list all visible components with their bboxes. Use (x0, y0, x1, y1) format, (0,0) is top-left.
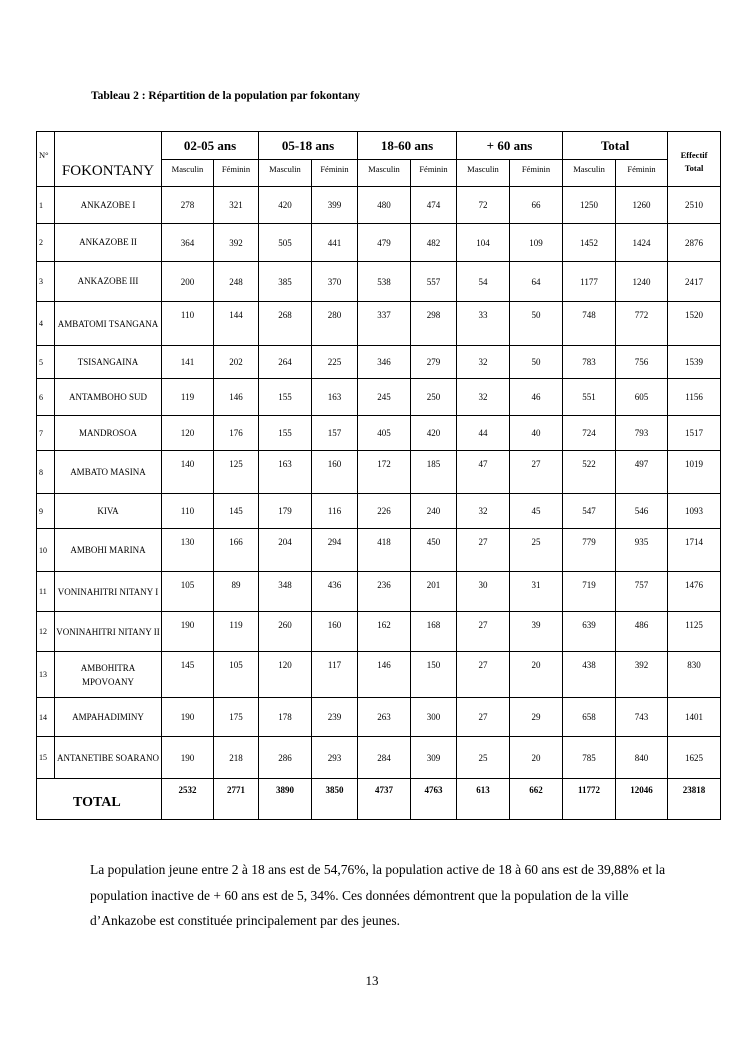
header-effectif-line1: Effectif (680, 150, 708, 160)
value-cell: 1539 (668, 346, 721, 379)
value-cell: 110 (162, 302, 214, 346)
value-cell: 337 (358, 302, 411, 346)
value-cell: 1250 (563, 187, 616, 224)
fokontany-name: AMBOHI MARINA (55, 529, 162, 572)
header-masculin: Masculin (563, 160, 616, 187)
row-number: 15 (37, 737, 55, 779)
value-cell: 783 (563, 346, 616, 379)
value-cell: 105 (162, 572, 214, 612)
row-number: 13 (37, 652, 55, 698)
value-cell: 185 (411, 451, 457, 494)
value-cell: 639 (563, 612, 616, 652)
value-cell: 482 (411, 224, 457, 262)
total-row (37, 779, 721, 820)
table-row (37, 224, 721, 262)
value-cell: 392 (214, 224, 259, 262)
table-row (37, 379, 721, 416)
header-group-18-60: 18-60 ans (358, 132, 457, 160)
header-group-02-05: 02-05 ans (162, 132, 259, 160)
value-cell: 163 (312, 379, 358, 416)
value-cell: 32 (457, 379, 510, 416)
value-cell: 31 (510, 572, 563, 612)
value-cell: 105 (214, 652, 259, 698)
value-cell: 190 (162, 612, 214, 652)
value-cell: 264 (259, 346, 312, 379)
header-feminin: Féminin (312, 160, 358, 187)
row-number: 9 (37, 494, 55, 529)
fokontany-name: AMPAHADIMINY (55, 698, 162, 737)
value-cell: 45 (510, 494, 563, 529)
value-cell: 757 (616, 572, 668, 612)
value-cell: 538 (358, 262, 411, 302)
value-cell: 30 (457, 572, 510, 612)
value-cell: 1476 (668, 572, 721, 612)
value-cell: 104 (457, 224, 510, 262)
value-cell: 1424 (616, 224, 668, 262)
header-effectif-total (668, 132, 721, 187)
value-cell: 116 (312, 494, 358, 529)
fokontany-name: AMBOHITRA MPOVOANY (55, 652, 162, 698)
total-cell: 23818 (668, 779, 721, 820)
value-cell: 172 (358, 451, 411, 494)
value-cell: 293 (312, 737, 358, 779)
value-cell: 25 (510, 529, 563, 572)
table-row (37, 494, 721, 529)
row-number: 3 (37, 262, 55, 302)
table-row (37, 737, 721, 779)
value-cell: 346 (358, 346, 411, 379)
value-cell: 47 (457, 451, 510, 494)
value-cell: 39 (510, 612, 563, 652)
total-cell: 4763 (411, 779, 457, 820)
value-cell: 551 (563, 379, 616, 416)
value-cell: 109 (510, 224, 563, 262)
value-cell: 405 (358, 416, 411, 451)
value-cell: 474 (411, 187, 457, 224)
row-number: 7 (37, 416, 55, 451)
value-cell: 772 (616, 302, 668, 346)
value-cell: 119 (162, 379, 214, 416)
value-cell: 190 (162, 698, 214, 737)
value-cell: 245 (358, 379, 411, 416)
value-cell: 268 (259, 302, 312, 346)
table-row (37, 262, 721, 302)
value-cell: 239 (312, 698, 358, 737)
value-cell: 155 (259, 416, 312, 451)
header-group-60-plus: + 60 ans (457, 132, 563, 160)
row-number: 2 (37, 224, 55, 262)
value-cell: 1625 (668, 737, 721, 779)
value-cell: 250 (411, 379, 457, 416)
value-cell: 286 (259, 737, 312, 779)
fokontany-name: ANKAZOBE I (55, 187, 162, 224)
value-cell: 385 (259, 262, 312, 302)
table-row (37, 187, 721, 224)
fokontany-name: VONINAHITRI NITANY I (55, 572, 162, 612)
value-cell: 145 (162, 652, 214, 698)
value-cell: 1177 (563, 262, 616, 302)
header-row-groups (37, 132, 721, 160)
value-cell: 27 (457, 612, 510, 652)
value-cell: 202 (214, 346, 259, 379)
value-cell: 756 (616, 346, 668, 379)
value-cell: 370 (312, 262, 358, 302)
fokontany-name: AMBATO MASINA (55, 451, 162, 494)
value-cell: 480 (358, 187, 411, 224)
summary-paragraph: La population jeune entre 2 à 18 ans est de 54,76%, la population active de 18 à 60 ans est de 39,88% et la population inactive de + 60 ans est de 5, 34%. Ces données démontrent que la population de la ville d’Ankazobe est constituée principalement par des jeunes. (90, 862, 666, 928)
value-cell: 935 (616, 529, 668, 572)
value-cell: 120 (259, 652, 312, 698)
total-cell: 662 (510, 779, 563, 820)
value-cell: 830 (668, 652, 721, 698)
value-cell: 420 (411, 416, 457, 451)
row-number: 5 (37, 346, 55, 379)
value-cell: 280 (312, 302, 358, 346)
value-cell: 32 (457, 346, 510, 379)
row-number: 12 (37, 612, 55, 652)
table-row (37, 612, 721, 652)
value-cell: 2510 (668, 187, 721, 224)
table-row (37, 346, 721, 379)
row-number: 4 (37, 302, 55, 346)
fokontany-name: MANDROSOA (55, 416, 162, 451)
value-cell: 166 (214, 529, 259, 572)
value-cell: 748 (563, 302, 616, 346)
value-cell: 284 (358, 737, 411, 779)
table-row (37, 698, 721, 737)
value-cell: 793 (616, 416, 668, 451)
value-cell: 260 (259, 612, 312, 652)
value-cell: 278 (162, 187, 214, 224)
row-number: 8 (37, 451, 55, 494)
value-cell: 1517 (668, 416, 721, 451)
value-cell: 479 (358, 224, 411, 262)
value-cell: 120 (162, 416, 214, 451)
header-masculin: Masculin (358, 160, 411, 187)
value-cell: 20 (510, 652, 563, 698)
fokontany-name: ANTANETIBE SOARANO (55, 737, 162, 779)
value-cell: 298 (411, 302, 457, 346)
value-cell: 44 (457, 416, 510, 451)
value-cell: 146 (214, 379, 259, 416)
total-cell: 3850 (312, 779, 358, 820)
value-cell: 155 (259, 379, 312, 416)
value-cell: 420 (259, 187, 312, 224)
value-cell: 25 (457, 737, 510, 779)
total-cell: 2771 (214, 779, 259, 820)
value-cell: 175 (214, 698, 259, 737)
value-cell: 117 (312, 652, 358, 698)
table-row (37, 652, 721, 698)
value-cell: 225 (312, 346, 358, 379)
value-cell: 438 (563, 652, 616, 698)
value-cell: 160 (312, 451, 358, 494)
value-cell: 450 (411, 529, 457, 572)
row-number: 11 (37, 572, 55, 612)
value-cell: 418 (358, 529, 411, 572)
fokontany-name: KIVA (55, 494, 162, 529)
value-cell: 50 (510, 302, 563, 346)
value-cell: 486 (616, 612, 668, 652)
value-cell: 146 (358, 652, 411, 698)
value-cell: 27 (457, 698, 510, 737)
value-cell: 399 (312, 187, 358, 224)
fokontany-name: ANKAZOBE III (55, 262, 162, 302)
value-cell: 1714 (668, 529, 721, 572)
value-cell: 263 (358, 698, 411, 737)
value-cell: 2417 (668, 262, 721, 302)
fokontany-name: TSISANGAINA (55, 346, 162, 379)
value-cell: 294 (312, 529, 358, 572)
value-cell: 547 (563, 494, 616, 529)
value-cell: 505 (259, 224, 312, 262)
value-cell: 348 (259, 572, 312, 612)
value-cell: 218 (214, 737, 259, 779)
value-cell: 557 (411, 262, 457, 302)
total-cell: 4737 (358, 779, 411, 820)
value-cell: 236 (358, 572, 411, 612)
value-cell: 840 (616, 737, 668, 779)
fokontany-name: AMBATOMI TSANGANA (55, 302, 162, 346)
table-row (37, 302, 721, 346)
value-cell: 168 (411, 612, 457, 652)
table-row (37, 529, 721, 572)
value-cell: 64 (510, 262, 563, 302)
total-label: TOTAL (37, 779, 162, 820)
page-number: 13 (365, 973, 379, 988)
value-cell: 140 (162, 451, 214, 494)
table-caption: Tableau 2 : Répartition de la population par fokontany (91, 90, 361, 102)
value-cell: 1260 (616, 187, 668, 224)
value-cell: 20 (510, 737, 563, 779)
value-cell: 32 (457, 494, 510, 529)
value-cell: 66 (510, 187, 563, 224)
value-cell: 546 (616, 494, 668, 529)
value-cell: 150 (411, 652, 457, 698)
value-cell: 160 (312, 612, 358, 652)
population-table (36, 131, 721, 820)
header-feminin: Féminin (411, 160, 457, 187)
value-cell: 27 (457, 529, 510, 572)
value-cell: 190 (162, 737, 214, 779)
value-cell: 658 (563, 698, 616, 737)
value-cell: 201 (411, 572, 457, 612)
value-cell: 200 (162, 262, 214, 302)
value-cell: 279 (411, 346, 457, 379)
value-cell: 157 (312, 416, 358, 451)
table-row (37, 416, 721, 451)
value-cell: 497 (616, 451, 668, 494)
value-cell: 300 (411, 698, 457, 737)
value-cell: 144 (214, 302, 259, 346)
value-cell: 364 (162, 224, 214, 262)
header-group-05-18: 05-18 ans (259, 132, 358, 160)
table-row (37, 451, 721, 494)
row-number: 10 (37, 529, 55, 572)
value-cell: 176 (214, 416, 259, 451)
value-cell: 309 (411, 737, 457, 779)
header-masculin: Masculin (162, 160, 214, 187)
header-fokontany: FOKONTANY (55, 132, 162, 187)
value-cell: 50 (510, 346, 563, 379)
value-cell: 179 (259, 494, 312, 529)
row-number: 1 (37, 187, 55, 224)
value-cell: 125 (214, 451, 259, 494)
row-number: 14 (37, 698, 55, 737)
header-feminin: Féminin (616, 160, 668, 187)
header-group-total: Total (563, 132, 668, 160)
value-cell: 40 (510, 416, 563, 451)
value-cell: 89 (214, 572, 259, 612)
value-cell: 2876 (668, 224, 721, 262)
header-feminin: Féminin (214, 160, 259, 187)
value-cell: 1401 (668, 698, 721, 737)
row-number: 6 (37, 379, 55, 416)
value-cell: 226 (358, 494, 411, 529)
value-cell: 1156 (668, 379, 721, 416)
value-cell: 1452 (563, 224, 616, 262)
value-cell: 321 (214, 187, 259, 224)
value-cell: 240 (411, 494, 457, 529)
value-cell: 130 (162, 529, 214, 572)
table-row (37, 572, 721, 612)
value-cell: 392 (616, 652, 668, 698)
total-cell: 12046 (616, 779, 668, 820)
value-cell: 436 (312, 572, 358, 612)
value-cell: 29 (510, 698, 563, 737)
value-cell: 779 (563, 529, 616, 572)
value-cell: 145 (214, 494, 259, 529)
value-cell: 162 (358, 612, 411, 652)
value-cell: 724 (563, 416, 616, 451)
value-cell: 27 (457, 652, 510, 698)
value-cell: 605 (616, 379, 668, 416)
header-masculin: Masculin (259, 160, 312, 187)
value-cell: 248 (214, 262, 259, 302)
value-cell: 1093 (668, 494, 721, 529)
total-cell: 11772 (563, 779, 616, 820)
header-feminin: Féminin (510, 160, 563, 187)
value-cell: 1520 (668, 302, 721, 346)
value-cell: 522 (563, 451, 616, 494)
value-cell: 1019 (668, 451, 721, 494)
value-cell: 110 (162, 494, 214, 529)
value-cell: 719 (563, 572, 616, 612)
value-cell: 27 (510, 451, 563, 494)
header-effectif-line2: Total (684, 163, 704, 173)
value-cell: 46 (510, 379, 563, 416)
header-masculin: Masculin (457, 160, 510, 187)
value-cell: 441 (312, 224, 358, 262)
total-cell: 613 (457, 779, 510, 820)
value-cell: 163 (259, 451, 312, 494)
value-cell: 178 (259, 698, 312, 737)
value-cell: 54 (457, 262, 510, 302)
total-cell: 2532 (162, 779, 214, 820)
fokontany-name: ANTAMBOHO SUD (55, 379, 162, 416)
value-cell: 785 (563, 737, 616, 779)
value-cell: 33 (457, 302, 510, 346)
value-cell: 72 (457, 187, 510, 224)
value-cell: 141 (162, 346, 214, 379)
value-cell: 743 (616, 698, 668, 737)
fokontany-name: VONINAHITRI NITANY II (55, 612, 162, 652)
total-cell: 3890 (259, 779, 312, 820)
value-cell: 204 (259, 529, 312, 572)
header-no: N° (37, 132, 55, 187)
table-body (37, 187, 721, 779)
fokontany-name: ANKAZOBE II (55, 224, 162, 262)
value-cell: 1125 (668, 612, 721, 652)
value-cell: 119 (214, 612, 259, 652)
value-cell: 1240 (616, 262, 668, 302)
